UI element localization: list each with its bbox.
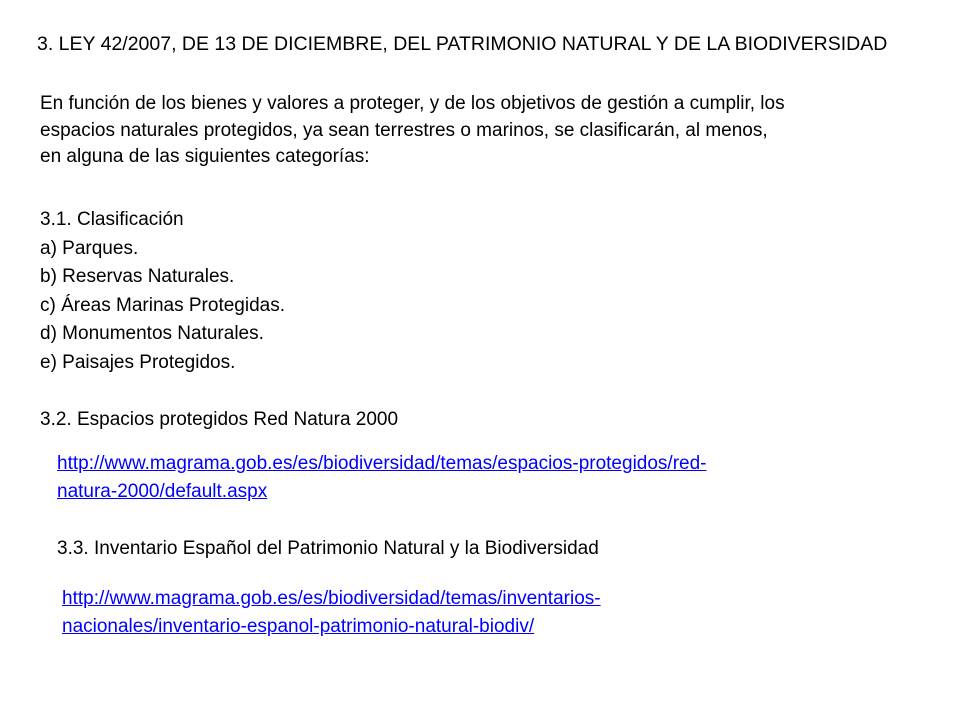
page-title: 3. LEY 42/2007, DE 13 DE DICIEMBRE, DEL PATRIMONIO NATURAL Y DE LA BIODIVERSIDAD	[37, 33, 888, 55]
inventory-heading: 3.3. Inventario Español del Patrimonio Natural y la Biodiversidad	[57, 538, 599, 559]
natura-link-line[interactable]: http://www.magrama.gob.es/es/biodiversidad/temas/espacios-protegidos/red-	[57, 453, 707, 474]
natura-link[interactable]	[57, 450, 707, 506]
intro-line: espacios naturales protegidos, ya sean terrestres o marinos, se clasificarán, al menos,	[40, 119, 768, 141]
inventory-link[interactable]	[62, 585, 601, 641]
natura-heading: 3.2. Espacios protegidos Red Natura 2000	[40, 409, 399, 430]
inventory-link-line[interactable]: nacionales/inventario-espanol-patrimonio-natural-biodiv/	[62, 616, 535, 637]
intro-line: En función de los bienes y valores a proteger, y de los objetivos de gestión a cumplir, los	[40, 93, 785, 114]
list-item: b) Reservas Naturales.	[40, 266, 235, 287]
classification-heading: 3.1. Clasificación	[40, 209, 184, 230]
natura-link-line[interactable]: natura-2000/default.aspx	[57, 481, 268, 502]
intro-paragraph	[40, 91, 920, 171]
list-item: a) Parques.	[40, 237, 139, 259]
list-item: c) Áreas Marinas Protegidas.	[40, 294, 285, 316]
inventory-link-line[interactable]: http://www.magrama.gob.es/es/biodiversidad/temas/inventarios-	[62, 588, 601, 609]
intro-line: en alguna de las siguientes categorías:	[40, 146, 370, 167]
list-item: d) Monumentos Naturales.	[40, 323, 264, 344]
list-item: e) Paisajes Protegidos.	[40, 351, 236, 373]
classification-section	[40, 206, 285, 377]
